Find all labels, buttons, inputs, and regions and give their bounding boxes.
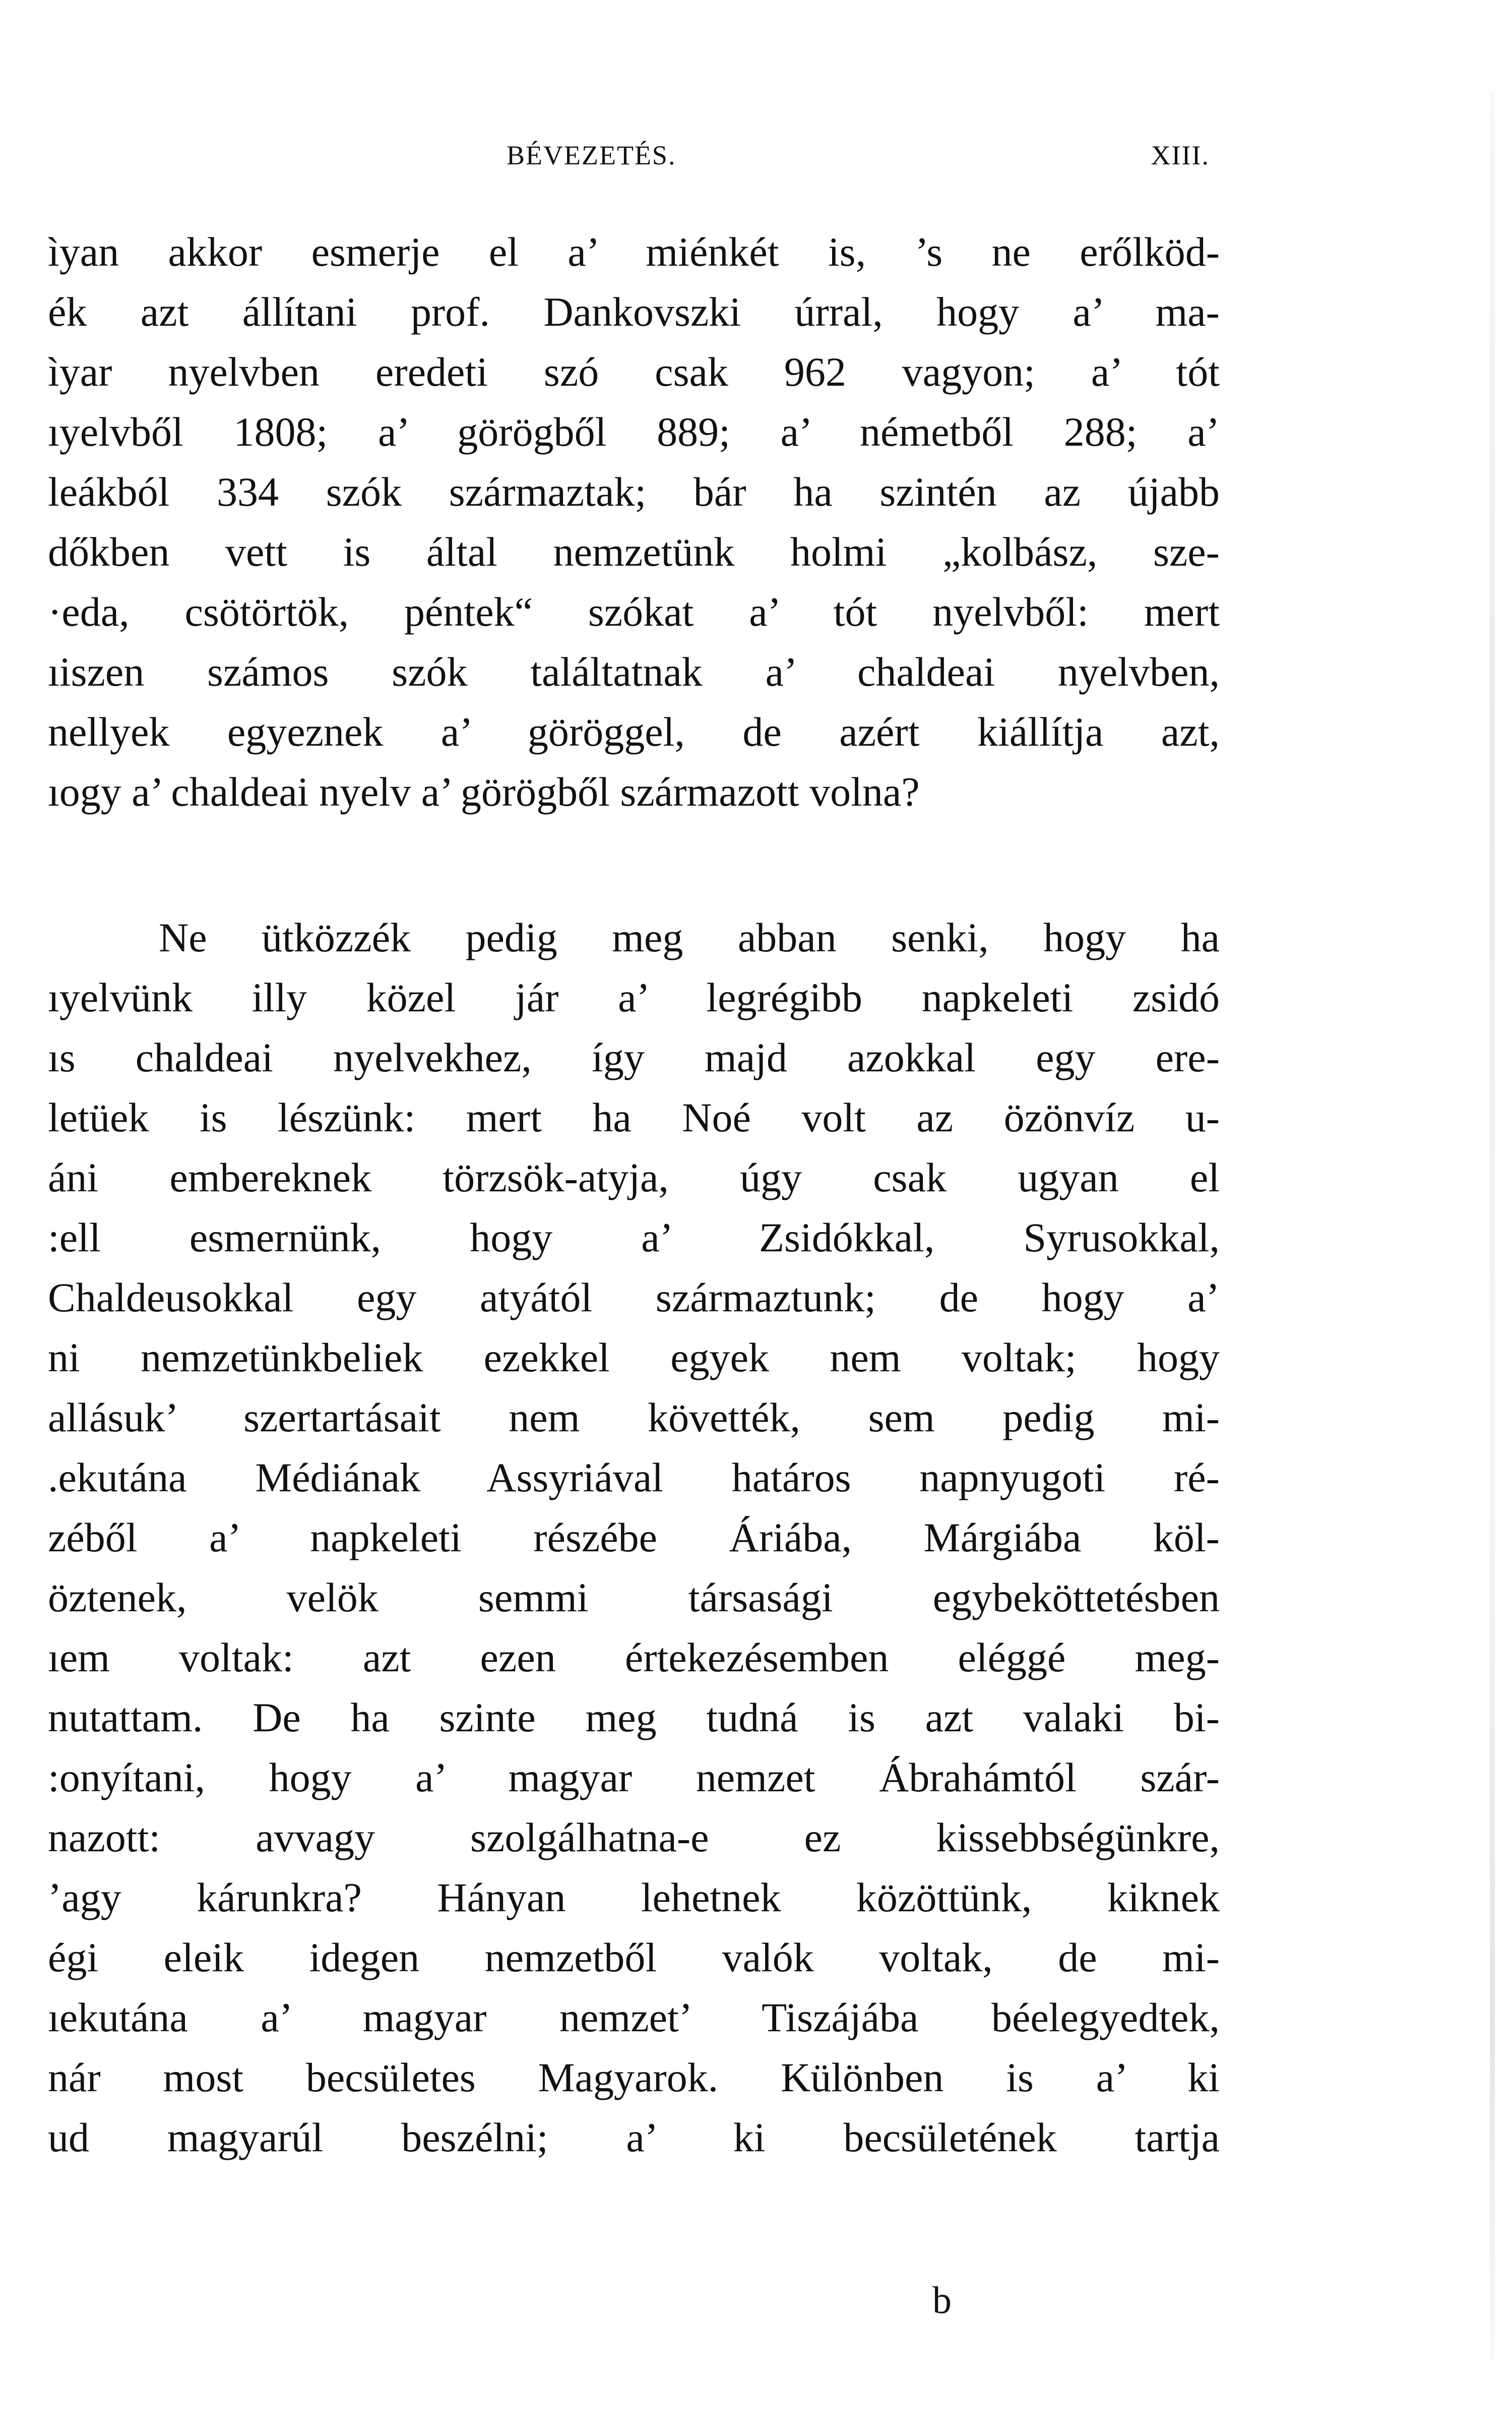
signature-mark: b [932, 2279, 952, 2322]
text-line: ıyelvünk illy közel jár a’ legrégibb napkeleti zsidó [48, 975, 1220, 1020]
text-line: dőkben vett is által nemzetünk holmi „kolbász, sze- [48, 529, 1220, 575]
paragraph-1 [48, 222, 1220, 822]
text-line: ìyan akkor esmerje el a’ miénkét is, ’s ne erőlköd- [48, 229, 1220, 275]
text-line: zéből a’ napkeleti részébe Áriába, Márgiába köl- [48, 1515, 1220, 1560]
text-line: nutattam. De ha szinte meg tudná is azt valaki bi- [48, 1695, 1220, 1740]
text-line: ıogy a’ chaldeai nyelv a’ görögből származott volna? [48, 769, 920, 815]
text-line: ni nemzetünkbeliek ezekkel egyek nem voltak; hogy [48, 1335, 1220, 1380]
text-line: ıem voltak: azt ezen értekezésemben eléggé meg- [48, 1635, 1220, 1680]
paragraph-2 [48, 908, 1220, 2167]
text-line: ud magyarúl beszélni; a’ ki becsületének tartja [48, 2114, 1220, 2160]
text-line: égi eleik idegen nemzetből valók voltak, de mi- [48, 1934, 1220, 1980]
text-line: áni embereknek törzsök-atyja, úgy csak ugyan el [48, 1155, 1220, 1200]
text-line: Chaldeusokkal egy atyától származtunk; de hogy a’ [48, 1275, 1220, 1320]
text-line: ıekutána a’ magyar nemzet’ Tiszájába béelegyedtek, [48, 1994, 1220, 2040]
text-line: ıyelvből 1808; a’ görögből 889; a’ németből 288; a’ [48, 409, 1220, 455]
text-line: ìyar nyelvben eredeti szó csak 962 vagyon; a’ tót [48, 349, 1220, 395]
page-edge-shadow [1490, 91, 1495, 2360]
text-line: nár most becsületes Magyarok. Különben is a’ ki [48, 2054, 1220, 2100]
text-line: letüek is lészünk: mert ha Noé volt az özönvíz u- [48, 1095, 1220, 1140]
text-line: öztenek, velök semmi társasági egybeköttetésben [48, 1575, 1220, 1620]
text-line: ıiszen számos szók találtatnak a’ chaldeai nyelvben, [48, 649, 1220, 695]
text-line: ıs chaldeai nyelvekhez, így majd azokkal egy ere- [48, 1035, 1220, 1080]
text-line: allásuk’ szertartásait nem követték, sem pedig mi- [48, 1395, 1220, 1440]
text-line: :onyítani, hogy a’ magyar nemzet Ábrahámtól szár- [48, 1754, 1220, 1800]
text-line: ·eda, csötörtök, péntek“ szókat a’ tót nyelvből: mert [48, 589, 1220, 635]
chapter-title: BÉVEZETÉS. [507, 140, 676, 170]
page-number: XIII. [1151, 140, 1210, 170]
text-line: :ell esmernünk, hogy a’ Zsidókkal, Syrusokkal, [48, 1215, 1220, 1260]
text-line: ék azt állítani prof. Dankovszki úrral, hogy a’ ma- [48, 289, 1220, 335]
text-line: nazott: avvagy szolgálhatna-e ez kissebbségünkre, [48, 1814, 1220, 1860]
text-line: .ekutána Médiának Assyriával határos napnyugoti ré- [48, 1455, 1220, 1500]
text-line: leákból 334 szók származtak; bár ha szintén az újabb [48, 469, 1220, 515]
running-header [507, 135, 1210, 175]
text-line: ’agy kárunkra? Hányan lehetnek közöttünk, kiknek [48, 1874, 1220, 1920]
text-line: Ne ütközzék pedig meg abban senki, hogy ha [159, 915, 1220, 960]
text-line: nellyek egyeznek a’ göröggel, de azért kiállítja azt, [48, 709, 1220, 755]
